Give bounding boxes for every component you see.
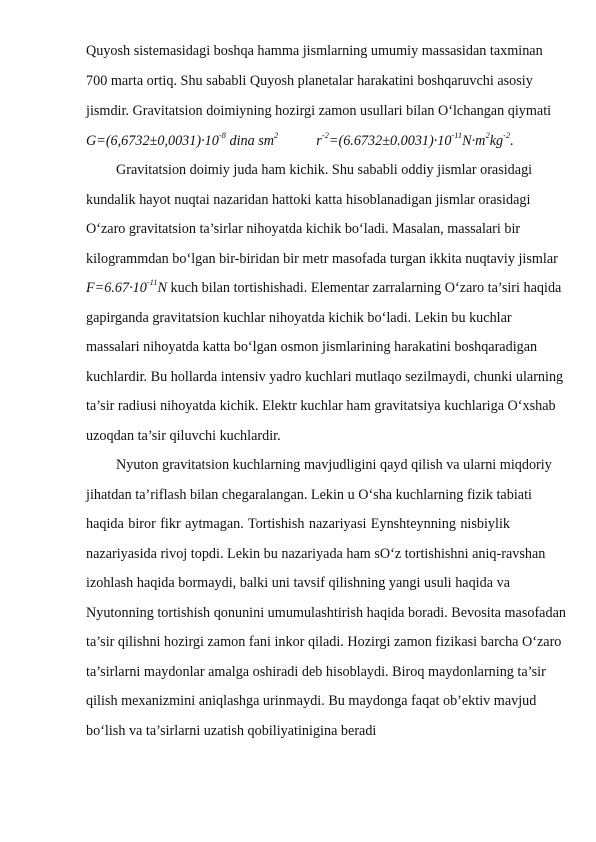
para3-line3: haqida biror fikr aytmagan. Tortishish nazariyasi Eynshteynning nisbiylik xyxy=(86,516,510,532)
para3-line9: qilish mexanizmini aniqlashga urinmaydi. Bu maydonga faqat ob’ektiv mavjud xyxy=(86,693,537,709)
para3-line10: bo‘lish va ta’sirlarni uzatish qobiliyatinigina beradi xyxy=(86,723,377,739)
para2-line2: kundalik hayot nuqtai nazaridan hattoki katta hisoblanadigan jismlar orasidagi xyxy=(86,192,531,208)
para2-line3: O‘zaro gravitatsion ta’sirlar nihoyatda kichik bo‘ladi. Masalan, massalari bir xyxy=(86,221,521,237)
para3-line4: nazariyasida rivoj topdi. Lekin bu nazariyada ham sO‘z tortishishni aniq-ravshan xyxy=(86,546,546,562)
para3-line2: jihatdan ta’riflash bilan chegaralangan. Lekin u O‘sha kuchlarning fizik tabiati xyxy=(86,487,532,503)
para2-line6: gapirganda gravitatsion kuchlar nihoyatda kichik bo‘ladi. Lekin bu kuchlar xyxy=(86,310,512,326)
para2-line10: uzoqdan ta’sir qiluvchi kuchlardir. xyxy=(86,428,281,444)
para1-line1: Quyosh sistemasidagi boshqa hamma jismlarning umumiy massasidan taxminan xyxy=(86,43,543,59)
para2-line8: kuchlardir. Bu hollarda intensiv yadro kuchlari mutlaqo sezilmaydi, chunki ularning xyxy=(86,369,564,385)
para2-line9: ta’sir radiusi nihoyatda kichik. Elektr kuchlar ham gravitatsiya kuchlariga O‘xshab xyxy=(86,398,556,414)
para2-line5: $F=6.67\cdot 10^{-11}N$ kuch bilan tortishishadi. Elementar zarralarning O‘zaro ta’siri haqida xyxy=(86,277,562,296)
para2-line4: kilogrammdan bo‘lgan bir-biridan bir metr masofada turgan ikkita nuqtaviy jismlar xyxy=(86,251,558,267)
para3-line8: ta’sirlarni maydonlar amalga oshiradi deb hisoblaydi. Biroq maydonlarning ta’sir xyxy=(86,664,546,680)
para3-line7: ta’sir qilishni hozirgi zamon fani inkor qiladi. Hozirgi zamon fizikasi barcha O‘zaro xyxy=(86,634,562,650)
gravitational-constant-formula: $G=(6,6732\pm 0,0031)\cdot 10^{-8}$ dina $sm^2$ $r^{-2}=(6.6732\pm 0.0031)\cdot 10^{-11}N\cdot m^2kg^{-2}$. xyxy=(86,130,514,149)
para3-line6: Nyutonning tortishish qonunini umumulashtirish haqida boradi. Bevosita masofadan xyxy=(86,605,566,621)
para2-line1: Gravitatsion doimiy juda ham kichik. Shu sababli oddiy jismlar orasidagi xyxy=(116,162,533,178)
para1-line3: jismdir. Gravitatsion doimiyning hozirgi zamon usullari bilan O‘lchangan qiymati xyxy=(86,103,552,119)
para2-line7: massalari nihoyatda katta bo‘lgan osmon jismlarining harakatini boshqaradigan xyxy=(86,339,538,355)
para1-line2: 700 marta ortiq. Shu sababli Quyosh planetalar harakatini boshqaruvchi asosiy xyxy=(86,73,533,89)
para3-line1: Nyuton gravitatsion kuchlarning mavjudligini qayd qilish va ularni miqdoriy xyxy=(116,457,552,473)
para3-line5: izohlash haqida bormaydi, balki uni tavsif qilishning yangi usuli haqida va xyxy=(86,575,510,591)
